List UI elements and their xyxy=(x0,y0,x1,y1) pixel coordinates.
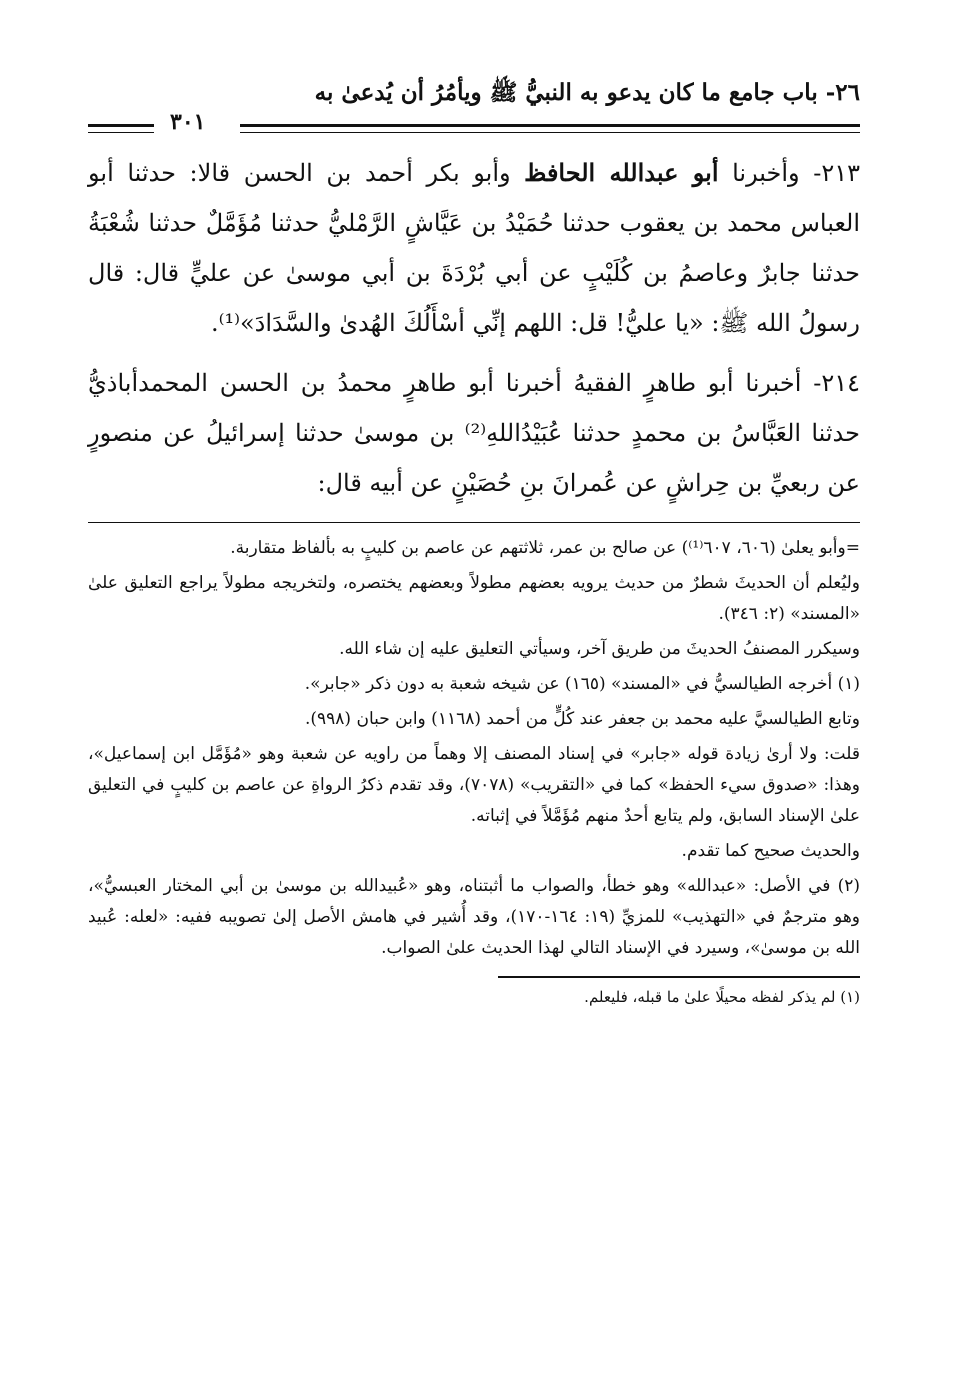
footnote-paragraph: وتابع الطيالسيَّ عليه محمد بن جعفر عند كُلٍّ من أحمد (١١٦٨) وابن حبان (٩٩٨). xyxy=(304,709,860,729)
footnotes xyxy=(88,533,860,964)
footnote-paragraph: (٢) في الأصل: «عبدالله» وهو خطأ، والصواب ما أثبتناه، وهو «عُبيدالله بن موسىٰ بن أبي المختار العبسيُّ»، وهو مترجمٌ في «التهذيب» للمزيِّ (١٩: ١٦٤-١٧٠)، وقد أُشير في هامش الأصل إلىٰ تصويبه ففيه: «لعله: عُبيد الله بن موسىٰ»، وسيرد في الإسناد التالي لهذا الحديث علىٰ الصواب. xyxy=(88,876,861,958)
narrator-name: أبو عبدالله الحافظ xyxy=(524,158,719,187)
footnote-paragraph: وسيكرر المصنفُ الحديثَ من طريق آخر، وسيأتي التعليق عليه إن شاء الله. xyxy=(339,639,860,659)
footnote-rule-wrap xyxy=(88,976,860,978)
chapter-title: ٢٦- باب جامع ما كان يدعو به النبيُّ ﷺ ويأمُرُ أن يُدعىٰ به xyxy=(314,79,860,106)
bottom-footnote: (١) لم يذكر لفظه محيلًا علىٰ ما قبله، فليعلم. xyxy=(584,988,860,1006)
page-number: ٣٠١ xyxy=(170,109,206,135)
footnote-paragraph: والحديث صحيح كما تقدم. xyxy=(681,841,860,861)
hadith-213 xyxy=(88,148,860,348)
hadith-214 xyxy=(88,358,860,508)
footnote-paragraph: (١) أخرجه الطيالسيُّ في «المسند» (١٦٥) عن شيخه شعبة به دون ذكر «جابر». xyxy=(304,674,860,694)
footnote-paragraph: وليُعلم أن الحديثَ شطرٌ من حديث يرويه بعضهم مطولاً وبعضهم يختصره، ولتخريجه مطولاً يراجع التعليق علىٰ «المسند» (٢: ٣٤٦). xyxy=(88,573,860,624)
hadith-text: وأخبرنا xyxy=(718,159,800,187)
header-rule xyxy=(240,124,860,133)
footnote-paragraph: =وأبو يعلىٰ (٦٠٦، ٦٠٧⁽¹⁾) عن صالح بن عمر، ثلاثتهم عن عاصم بن كليبٍ به بألفاظ متقاربة. xyxy=(230,538,860,558)
page xyxy=(88,78,860,1012)
page-number-rule xyxy=(88,124,154,133)
footnote-rule xyxy=(498,976,860,978)
page-header xyxy=(88,78,860,138)
footnote-paragraph: قلت: ولا أرىٰ زيادة قوله «جابر» في إسناد المصنف إلا وهماً من راويه عن شعبة وهو «مُؤَمَّل ابن إسماعيل»، وهذا: «صدوق سيء الحفظ» كما في «التقريب» (٧٠٧٨)، وقد تقدم ذكرُ الرواةِ عن عاصم بن كليبٍ في التعليق علىٰ الإسناد السابق، ولم يتابع أحدٌ منهم مُؤَمَّلاً في إثباته. xyxy=(88,744,860,826)
hadith-text: أخبرنا أبو طاهرٍ الفقيهُ أخبرنا أبو طاهرٍ محمدُ بن الحسن المحمدأباذيُّ حدثنا العَبَّاسُ بن محمدٍ حدثنا عُبَيْدُاللهِ⁽²⁾ بن موسىٰ حدثنا إسرائيلُ عن منصورٍ عن ربعيِّ بن حِراشٍ عن عُمرانَ بنِ حُصَيْنٍ عن أبيه قال: xyxy=(88,369,860,497)
hadith-text: وأبو بكر أحمد بن الحسن قالا: حدثنا أبو العباس محمد بن يعقوب حدثنا حُمَيْدُ بن عَيَّاشٍ الرَّمْليُّ حدثنا مُؤَمَّلٌ حدثنا شُعْبَةُ حدثنا جابرٌ وعاصمُ بن كُلَيْبٍ عن أبي بُرْدَةَ بن أبي موسىٰ عن عليٍّ قال: قال رسولُ الله ﷺ: «يا عليُّ! قل: اللهم إنِّي أسْأَلُكَ الهُدىٰ والسَّدَادَ»⁽¹⁾. xyxy=(88,159,860,337)
hadith-number: ٢١٤- xyxy=(801,369,860,397)
text-divider xyxy=(88,522,860,523)
hadith-number: ٢١٣- xyxy=(799,159,861,187)
